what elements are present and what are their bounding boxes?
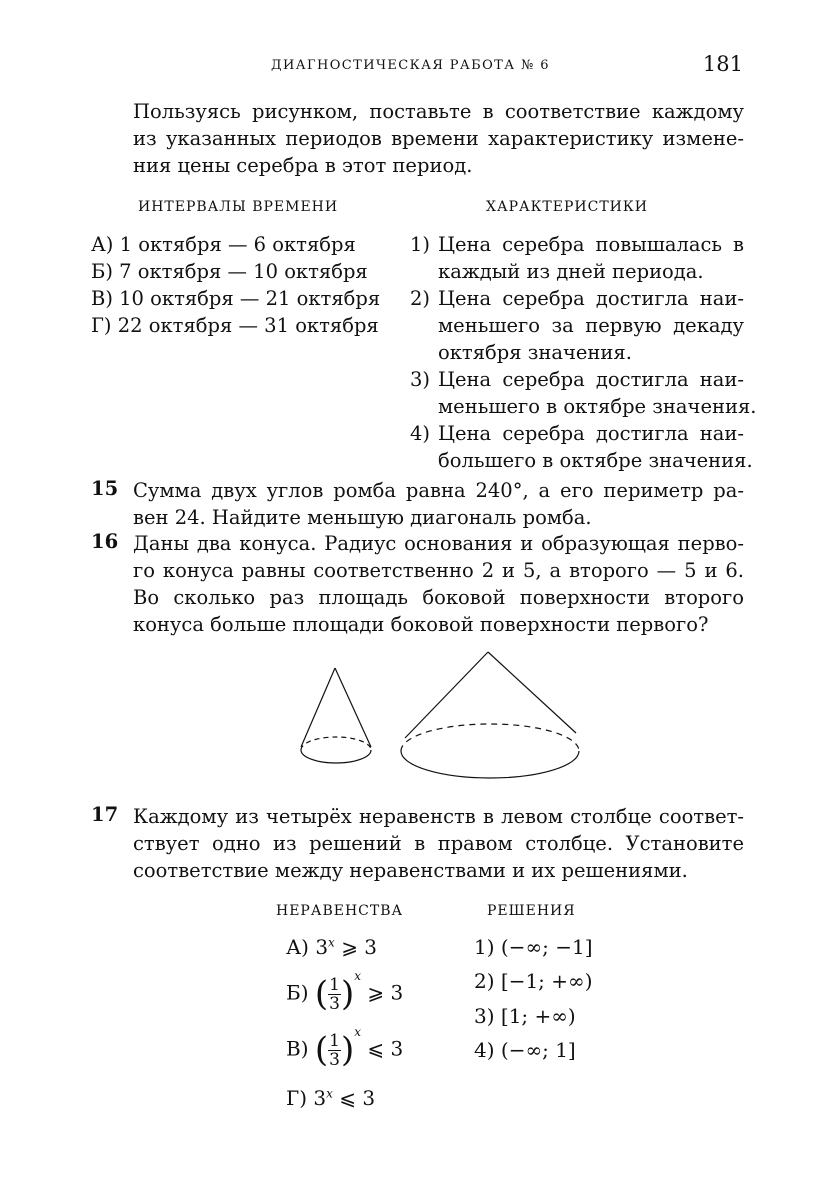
char-1-num: 1) (410, 233, 431, 256)
char-2-line-3: октября значения. (438, 341, 632, 364)
char-1-line-2: каждый из дней периода. (438, 260, 704, 283)
char-4-num: 4) (410, 422, 431, 445)
small-cone (301, 668, 371, 763)
task14-intro-line-1: Пользуясь рисунком, поставьте в соответствие каждому (133, 100, 744, 123)
task16-line-1: Даны два конуса. Радиус основания и образующая перво- (133, 532, 744, 555)
task14-intro-line-3: ния цены серебра в этот период. (133, 154, 473, 177)
inequality-a: А) 3$^x$ ⩾ 3 (286, 935, 378, 959)
interval-v: В) 10 октября — 21 октября (91, 287, 381, 310)
task16-line-2: го конуса равны соответственно 2 и 5, а второго — 5 и 6. (133, 559, 744, 582)
interval-b: Б) 7 октября — 10 октября (91, 260, 368, 283)
task14-intro-line-2: из указанных периодов времени характеристику измене- (133, 127, 744, 150)
characteristics-header: ХАРАКТЕРИСТИКИ (486, 199, 648, 215)
task17-line-2: ствует одно из решений в правом столбце. Установите (133, 832, 744, 855)
inequality-v: В) ( $\frac{1}{3}$ )$^x$ ⩽ 3 (286, 1024, 404, 1070)
solution-4: 4) (−∞; 1] (474, 1038, 576, 1062)
task16-line-4: конуса больше площади боковой поверхности первого? (133, 613, 709, 636)
char-3-line-2: меньшего в октябре значения. (438, 395, 757, 418)
inequality-b: Б) ( $\frac{1}{3}$ )$^x$ ⩾ 3 (286, 968, 404, 1014)
page-number: 181 (702, 52, 743, 76)
char-2-line-2: меньшего за первую декаду (438, 314, 744, 337)
task17-line-3: соответствие между неравенствами и их решениями. (133, 859, 688, 882)
char-3-line-1: Цена серебра достигла наи- (438, 368, 744, 391)
solution-3: 3) [1; +∞) (474, 1004, 576, 1028)
inequality-g: Г) 3$^x$ ⩽ 3 (286, 1086, 376, 1110)
char-2-num: 2) (410, 287, 431, 310)
task17-number: 17 (91, 803, 119, 826)
solutions-header: РЕШЕНИЯ (487, 903, 576, 919)
char-1-line-1: Цена серебра повышалась в (438, 233, 744, 256)
solution-1: 1) (−∞; −1] (474, 935, 593, 959)
large-cone (401, 652, 579, 778)
inequalities-header: НЕРАВЕНСТВА (276, 903, 404, 919)
task16-line-3: Во сколько раз площадь боковой поверхности второго (133, 586, 744, 609)
char-3-num: 3) (410, 368, 431, 391)
task15-line-2: вен 24. Найдите меньшую диагональ ромба. (133, 506, 592, 529)
char-4-line-2: большего в октябре значения. (438, 449, 753, 472)
interval-g: Г) 22 октября — 31 октября (91, 314, 379, 337)
task16-number: 16 (91, 530, 119, 553)
char-2-line-1: Цена серебра достигла наи- (438, 287, 744, 310)
interval-a: А) 1 октября — 6 октября (91, 233, 356, 256)
task17-line-1: Каждому из четырёх неравенств в левом столбце соответ- (133, 805, 744, 828)
solution-2: 2) [−1; +∞) (474, 969, 593, 993)
task15-number: 15 (91, 477, 119, 500)
task15-line-1: Сумма двух углов ромба равна 240°, а его периметр ра- (133, 479, 744, 502)
running-header: ДИАГНОСТИЧЕСКАЯ РАБОТА № 6 (271, 58, 550, 73)
intervals-header: ИНТЕРВАЛЫ ВРЕМЕНИ (138, 199, 339, 215)
char-4-line-1: Цена серебра достигла наи- (438, 422, 744, 445)
